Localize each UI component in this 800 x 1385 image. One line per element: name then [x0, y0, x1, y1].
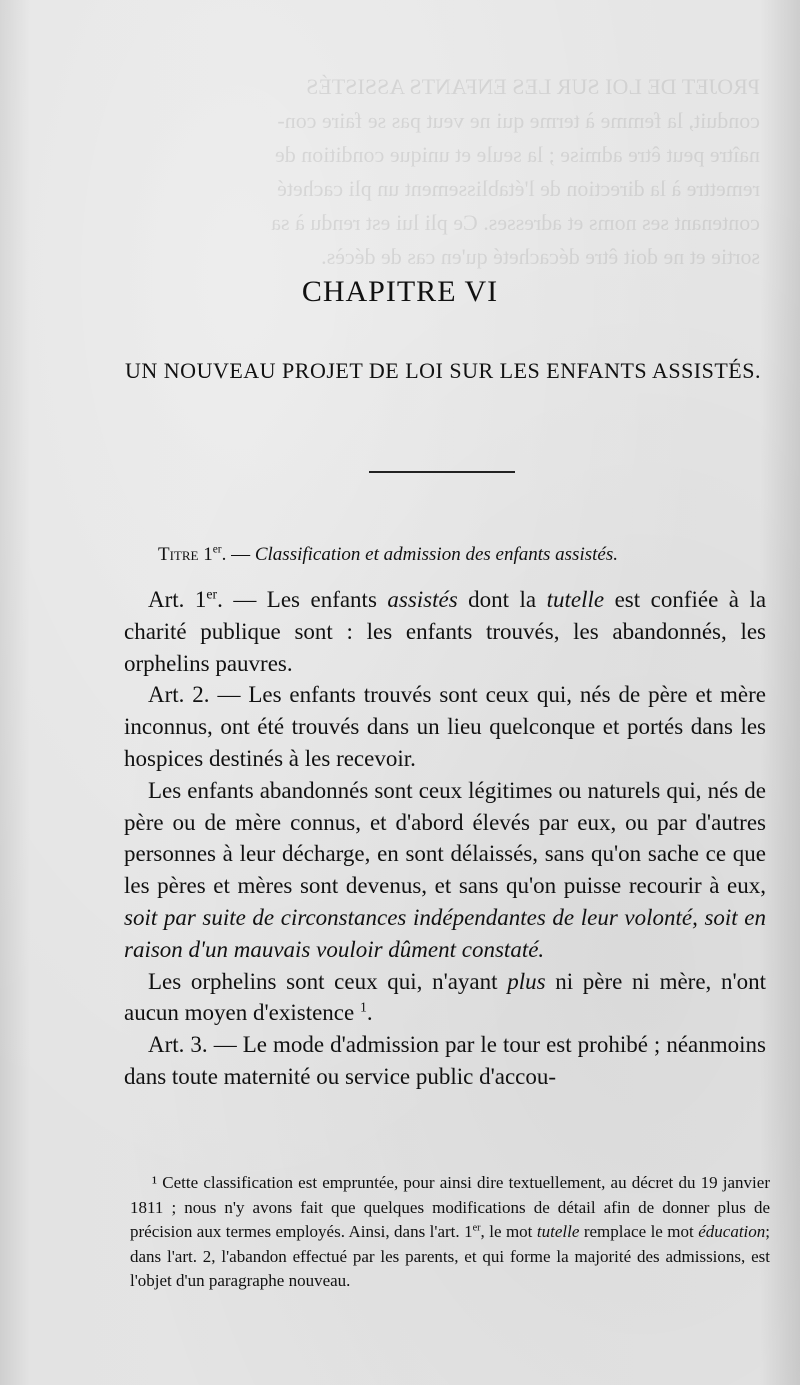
bleed-through-line: remettre à la direction de l'établissement un pli cacheté: [277, 176, 760, 201]
footnote-emphasis-tutelle: tutelle: [536, 1222, 580, 1242]
paragraph-orphelins: [124, 966, 766, 1030]
orphelins-text: Les orphelins sont ceux qui, n'ayant: [148, 968, 498, 994]
art1-text: . — Les enfants: [217, 587, 377, 612]
footnote: [130, 1171, 770, 1294]
titre-heading: [158, 544, 618, 566]
titre-number: 1: [203, 544, 213, 565]
bleed-through-line: conduit, la femme à terme qui ne veut pas se faire con-: [277, 108, 760, 133]
orphelins-emphasis-plus: plus: [507, 968, 546, 994]
paragraph-abandonnes: [124, 775, 766, 966]
titre-heading-text: Classification et admission des enfants assistés.: [254, 544, 618, 565]
titre-label: Titre: [158, 544, 199, 565]
titre-number-sup: er: [212, 543, 222, 556]
footnote-text: remplace le mot: [583, 1222, 694, 1242]
section-divider: [369, 471, 515, 473]
titre-dash: . —: [221, 544, 251, 565]
article-1: [124, 584, 766, 679]
chapter-subtitle: UN NOUVEAU PROJET DE LOI SUR LES ENFANTS ASSISTÉS.: [125, 358, 761, 383]
art1-text: est confiée à la charité publique sont : les enfants trouvés, les abandonnés, les orphelins pauvres.: [124, 587, 767, 676]
art1-label-sup: er: [206, 586, 218, 602]
footnote-text: , le mot: [480, 1222, 533, 1242]
body-text: [124, 584, 766, 1093]
abandonnes-emphasis: soit par suite de circonstances indépendantes de leur volonté, soit en raison d'un mauvais vouloir dûment constaté.: [124, 904, 766, 962]
bleed-through-line: contenant ses noms et adresses. Ce pli lui est rendu à sa: [271, 210, 760, 235]
footnote-reference[interactable]: 1: [359, 999, 367, 1015]
footnote-text: ; dans l'art. 2, l'abandon effectué par les parents, et qui forme la majorité des admissions, est l'objet d'un paragraphe nouveau.: [130, 1222, 771, 1291]
bleed-through-text: [120, 70, 760, 274]
art1-emphasis-tutelle: tutelle: [546, 587, 605, 612]
article-3: Art. 3. — Le mode d'admission par le tour est prohibé ; néanmoins dans toute maternité ou service public d'accou-: [124, 1032, 766, 1089]
article-2: Art. 2. — Les enfants trouvés sont ceux qui, nés de père et mère inconnus, ont été trouvés dans un lieu quelconque et portés dans les hospices destinés à les recevoir.: [124, 682, 766, 771]
art1-emphasis-assistes: assistés: [387, 587, 458, 612]
footnote-emphasis-education: éducation: [698, 1222, 766, 1242]
orphelins-text: ni père ni mère, n'ont aucun moyen d'existence: [124, 968, 766, 1026]
orphelins-text: .: [366, 1000, 373, 1026]
bleed-through-line: PROJET DE LOI SUR LES ENFANTS ASSISTÉS: [306, 74, 760, 99]
footnote-marker: ¹: [152, 1173, 158, 1192]
bleed-through-line: sortie et ne doit être décacheté qu'en cas de décès.: [321, 244, 760, 269]
footnote-text: Cette classification est empruntée, pour ainsi dire textuellement, au décret du 19 janvier 1811 ; nous n'y avons fait que quelques modifications de détail afin de donner plus de précision aux termes employés. Ainsi, dans l'art. 1: [130, 1173, 770, 1242]
bleed-through-line: naître peut être admise ; la seule et unique condition de: [274, 142, 760, 167]
footnote-paragraph: [130, 1171, 770, 1294]
chapter-title: CHAPITRE VI: [301, 275, 499, 308]
art1-label: Art. 1: [148, 587, 207, 612]
abandonnes-text: Les enfants abandonnés sont ceux légitimes ou naturels qui, nés de père ou de mère connus, et d'abord élevés par eux, ou par d'autres personnes à leur décharge, en sont délaissés, sans qu'on sache ce que les pères et mères sont devenus, et sans qu'on puisse recourir à eux,: [124, 777, 766, 899]
footnote-sup: er: [472, 1222, 481, 1234]
art1-text: dont la: [468, 587, 537, 612]
